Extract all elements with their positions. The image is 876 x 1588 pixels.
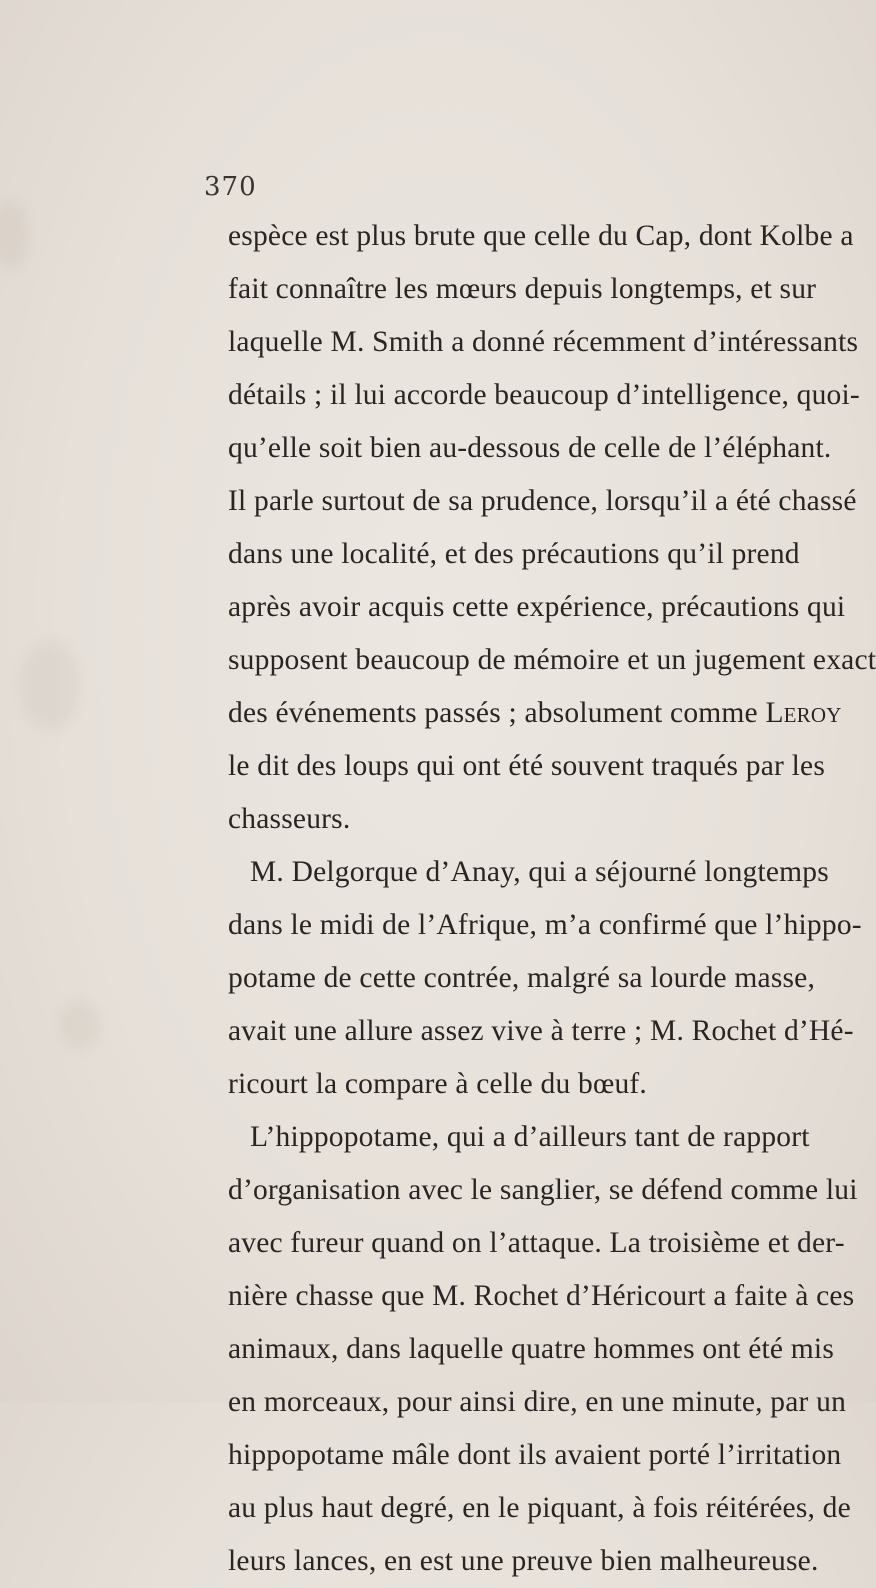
text-line: avait une allure assez vive à terre ; M. Rochet d’Hé- <box>228 1015 854 1047</box>
text-line: le dit des loups qui ont été souvent traqués par les <box>228 750 826 782</box>
text-line-start: des événements passés ; absolument comme <box>228 697 758 729</box>
text-line: d’organisation avec le sanglier, se défend comme lui <box>228 1174 858 1206</box>
text-line: en morceaux, pour ainsi dire, en une minute, par un <box>228 1386 847 1418</box>
text-line: potame de cette contrée, malgré sa lourde masse, <box>228 962 816 994</box>
text-line: leurs lances, en est une preuve bien malheureuse. <box>228 1545 819 1577</box>
text-line: détails ; il lui accorde beaucoup d’intelligence, quoi- <box>228 379 860 411</box>
author-name-smallcaps: Leroy <box>765 697 842 729</box>
text-line: supposent beaucoup de mémoire et un jugement exact <box>228 644 876 676</box>
page-number: 370 <box>204 172 257 202</box>
body-text <box>228 210 876 1588</box>
paper-stain <box>0 200 30 270</box>
text-line: au plus haut degré, en le piquant, à fois réitérées, de <box>228 1492 851 1524</box>
text-line: Il parle surtout de sa prudence, lorsqu’il a été chassé <box>228 485 857 517</box>
text-line: dans une localité, et des précautions qu’il prend <box>228 538 800 570</box>
text-line: qu’elle soit bien au-dessous de celle de l’éléphant. <box>228 432 832 464</box>
text-line: après avoir acquis cette expérience, précautions qui <box>228 591 846 623</box>
text-line: hippopotame mâle dont ils avaient porté l’irritation <box>228 1439 842 1471</box>
paragraph-start-line: M. Delgorque d’Anay, qui a séjourné longtemps <box>250 856 829 888</box>
text-line: animaux, dans laquelle quatre hommes ont été mis <box>228 1333 834 1365</box>
text-line: espèce est plus brute que celle du Cap, dont Kolbe a <box>228 220 854 252</box>
paper-stain <box>20 640 80 730</box>
text-line: nière chasse que M. Rochet d’Héricourt a faite à ces <box>228 1280 855 1312</box>
paper-stain <box>60 1000 100 1050</box>
text-line: chasseurs. <box>228 803 351 835</box>
text-line: avec fureur quand on l’attaque. La troisième et der- <box>228 1227 845 1259</box>
text-line: ricourt la compare à celle du bœuf. <box>228 1068 647 1100</box>
text-line: fait connaître les mœurs depuis longtemps, et sur <box>228 273 817 305</box>
paragraph-start-line: L’hippopotame, qui a d’ailleurs tant de rapport <box>250 1121 810 1153</box>
text-line-with-name <box>228 687 842 740</box>
text-line: dans le midi de l’Afrique, m’a confirmé que l’hippo- <box>228 909 862 941</box>
text-line: laquelle M. Smith a donné récemment d’intéressants <box>228 326 859 358</box>
